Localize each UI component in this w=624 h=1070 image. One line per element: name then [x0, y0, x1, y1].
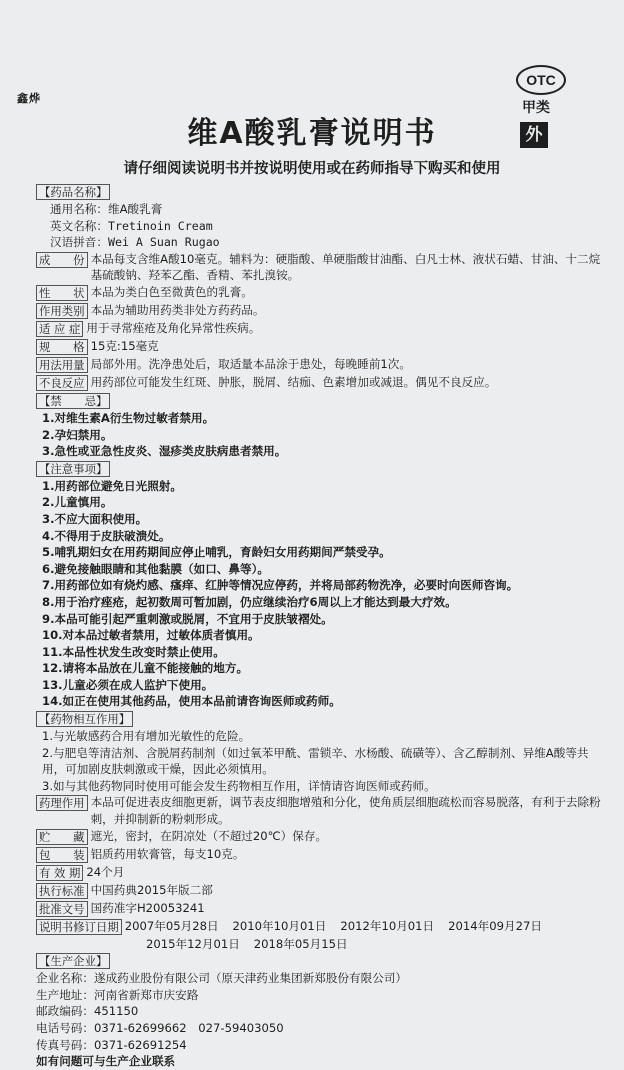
- precaution-item: 6.避免接触眼睛和其他黏膜（如口、鼻等）。: [42, 561, 269, 576]
- document-title: 维A酸乳膏说明书: [187, 116, 437, 151]
- manufacturer-address-line: 生产地址：河南省新郑市庆安路: [36, 987, 199, 1002]
- phone-line: 电话号码：0371-62699662 027-59403050: [36, 1021, 284, 1035]
- contact-note: 如有问题可与生产企业联系: [36, 1054, 176, 1069]
- precaution-item: 1.用药部位避免日光照射。: [42, 478, 183, 493]
- pinyin-name-line: 汉语拼音：Wei A Suan Rugao: [50, 235, 220, 250]
- precaution-item: 2.儿童慎用。: [42, 495, 113, 510]
- storage-row: 贮 藏 遮光，密封，在阴凉处（不超过20℃）保存。: [36, 828, 602, 846]
- approval-row: 批准文号 国药准字H20053241: [36, 900, 602, 918]
- external-use-mark: 外: [520, 122, 548, 148]
- contraindication-item: 1.对维生素A衍生物过敏者禁用。: [42, 410, 215, 425]
- contraindication-item: 2.孕妇禁用。: [42, 427, 113, 442]
- document-subtitle: 请仔细阅读说明书并按说明使用或在药师指导下购买和使用: [123, 161, 501, 177]
- pharmacology-row: 药理作用 本品可促进表皮细胞更新，调节表皮细胞增殖和分化，使角质层细胞疏松而容易脱落，有利于去除粉刺，并抑制新的粉刺形成。: [36, 794, 602, 827]
- revision-date: 2014年09月27日: [448, 918, 542, 933]
- revision-date: 2010年10月01日: [232, 918, 327, 933]
- manufacturer-name-line: 企业名称：遂成药业股份有限公司（原天津药业集团新郑股份有限公司）: [36, 971, 408, 986]
- precaution-item: 13.儿童必须在成人监护下使用。: [42, 677, 214, 692]
- english-name-line: 英文名称：Tretinoin Cream: [50, 218, 213, 233]
- category-row: 作用类别 本品为辅助用药类非处方药药品。: [36, 302, 602, 320]
- adverse-row: 不良反应 用药部位可能发生红斑、肿胀，脱屑、结痂、色素增加或减退。偶见不良反应。: [36, 374, 602, 392]
- precaution-item: 12.请将本品放在儿童不能接触的地方。: [42, 661, 249, 676]
- spec-row: 规 格 15克:15毫克: [36, 338, 602, 356]
- precaution-item: 10.对本品过敏者禁用，过敏体质者慎用。: [42, 628, 260, 643]
- revision-row-2: [36, 936, 602, 953]
- otc-class-label: 甲类: [522, 100, 550, 116]
- precaution-item: 7.用药部位如有烧灼感、瘙痒、红肿等情况应停药，并将局部药物洗净，必要时向医师咨询。: [42, 578, 519, 593]
- precaution-item: 4.不得用于皮肤破溃处。: [42, 528, 171, 543]
- postcode-line: 邮政编码：451150: [36, 1004, 139, 1019]
- contraindications-heading: 【禁 忌】: [36, 393, 110, 409]
- precaution-item: 3.不应大面积使用。: [42, 511, 148, 526]
- revision-date: 2007年05月28日: [124, 918, 219, 933]
- interactions-heading: 【药物相互作用】: [36, 711, 133, 727]
- manufacturer-heading: 【生产企业】: [36, 953, 110, 969]
- validity-row: 有 效 期 24个月: [36, 864, 602, 882]
- usage-row: 用法用量 局部外用。洗净患处后，取适量本品涂于患处，每晚睡前1次。: [36, 356, 602, 374]
- revision-date: 2012年10月01日: [340, 918, 435, 933]
- precaution-item: 5.哺乳期妇女在用药期间应停止哺乳，育龄妇女用药期间严禁受孕。: [42, 545, 391, 560]
- drug-name-heading: 【药品名称】: [36, 184, 110, 200]
- revision-row: 说明书修订日期 2007年05月28日 2010年10月01日 2012年10月01日 2014年09月27日: [36, 918, 602, 936]
- composition-row: 成 份 本品每支含维A酸10毫克。辅料为：硬脂酸、单硬脂酸甘油酯、白凡士林、液状石蜡、甘油、十二烷基硫酸钠、羟苯乙酯、香精、苯扎溴铵。: [36, 251, 602, 284]
- precaution-item: 9.本品可能引起严重刺激或脱屑，不宜用于皮肤皱褶处。: [42, 611, 333, 626]
- otc-badge: OTC: [516, 65, 566, 95]
- leaflet-body: [36, 183, 602, 1070]
- brand-logo: 鑫烨: [17, 92, 41, 105]
- precautions-heading: 【注意事项】: [36, 461, 110, 477]
- fax-line: 传真号码：0371-62691254: [36, 1037, 187, 1052]
- precaution-item: 11.本品性状发生改变时禁止使用。: [42, 644, 225, 659]
- precaution-item: 14.如正在使用其他药品，使用本品前请咨询医师或药师。: [42, 694, 341, 709]
- revision-date: 2018年05月15日: [253, 936, 348, 951]
- standard-row: 执行标准 中国药典2015年版二部: [36, 882, 602, 900]
- indication-row: 适 应 症 用于寻常痤疮及角化异常性疾病。: [36, 320, 602, 338]
- interaction-item: 1.与光敏感药合用有增加光敏性的危险。: [42, 729, 251, 744]
- common-name-line: 通用名称：维A酸乳膏: [50, 202, 163, 216]
- interaction-item: 2.与肥皂等清洁剂、含脱屑药制剂（如过氧苯甲酰、雷锁辛、水杨酸、硫磺等）、含乙醇制剂、异维A酸等共用，可加剧皮肤刺激或干燥，因此必须慎用。: [42, 745, 589, 777]
- precaution-item: 8.用于治疗痤疮，起初数周可暂加剧，仍应继续治疗6周以上才能达到最大疗效。: [42, 594, 457, 609]
- character-row: 性 状 本品为类白色至微黄色的乳膏。: [36, 284, 602, 302]
- revision-date: 2015年12月01日: [146, 936, 240, 951]
- interaction-item: 3.如与其他药物同时使用可能会发生药物相互作用，详情请咨询医师或药师。: [42, 778, 436, 793]
- contraindication-item: 3.急性或亚急性皮炎、湿疹类皮肤病患者禁用。: [42, 444, 287, 459]
- package-row: 包 装 铝质药用软膏管，每支10克。: [36, 846, 602, 864]
